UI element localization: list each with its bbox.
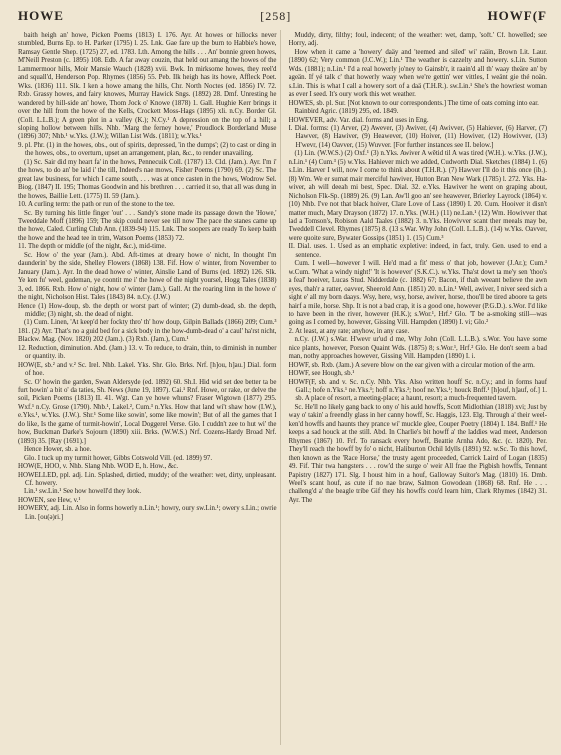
citation-paragraph: Cum. I well—however I will. He'd mad a fit' mess o' that job, however (J.Ar.); Cum.³ w.Cum. 'What a windy night!' 'It is however' (S.K.C.). w.Yks. Tha'st dowt ta me'y sen 'thoo's a feal' hoeiver, Lucas Stud. Nidderdale (c. 1882) 67; Bacon, if thah weeant believe the awn eyes, thah'r a ratter, oavver, Sheerold Ann. (1851) 20. n.Lin.¹ Well, awiver, I niver seed sich a sight e' all my born daays. Wsy, here, wsy, horse, awiver, horse, thou'll be tired aboore ta gets hairf a mile, horse. Shp. It is not a bad crap, it is a good one, however (P.G.D.). s.Wor. I'd like to have been in the river, however (H.K.); s.Wor.¹, Hrf.² Glo. 'T be a-smoking still—was going as I comed by, however, Gissing Vill. Hampden (1890) I. vi; Glo.² [288, 260, 547, 327]
citation-paragraph: Sc. By turning his little finger 'out' . . . Sandy's stone made its passage down the 'Howe,' Tweeddale Moff (1896) 159; The skip could never see till now The pace the stanes came up the howe, Caled. Curling Club Ann. (1839-94) 115. Lnk. The soopers are ready To keep baith the howe and the head tee in trim, Watson Poems (1853) 72. [18, 209, 277, 242]
citation-paragraph: Glo. I tuck up my turmit hower, Gibbs Cotswold Vill. (ed. 1899) 97. [24, 454, 213, 462]
citation-paragraph: (1) Sc. Sair did my heart fa' in the hows, Pennecuik Coll. (1787) 13. Cld. (Jam.). Ayr. I'm i' the hows, to do an' be laid i' the till, Indeed's nae mows, Fisher Poems (1790) 69. (2) Sc. The great law business, for which I came south, . . . was at once casten in the hows, Wodrow Sel. Biog. (1847) II. 195; Thomas Goodwin and his brethren . . . carried it so, that all was dung in the howes, Baillie Lett. (1775) II. 59 (Jam.). [18, 158, 277, 200]
citation-paragraph: Sc. How o' the year (Jam.). Abd. Aft-times at dreary howe o' nicht, In thought I'm daunderin' by the side, Shelley Flowers (1868) 138. Fif. How o' winter, from November to January (Jam.). Ayr. In the dead howe o' winter, Ainslie Land of Burns (ed. 1892) 126. Slk. Ye ken fu' weel, gudeman, ye coontit me i' the howe of the night yoursel, Hogg Tales (1838) 3, ed. 1866. Rxb. How o' night, how o' winter (Jam.). Gall. At the roaring linn in the howe o' the night, Nicholson Hist. Tales (1843) 84. n.Cy. (J.W.) [18, 251, 277, 302]
dictionary-entry: 9. pl. Phr. (1) in the howes, obs., out of spirits, depressed, 'in the dumps'; (2) to cast or ding in the howes, obs., to overturn, upset an arrangement, plan, &c., to render unavailing. [18, 141, 277, 158]
citation-paragraph: Hence Hower, sb. a hoe. [24, 446, 92, 454]
dictionary-entry: Hence (1) How-doup, sb. the depth or worst part of winter; (2) dumb-dead, sb. the depth, middle; (3) night, sb. the dead of night. [18, 302, 277, 318]
dictionary-entry: 10. A curling term: the path or run of the stone to the tee. [18, 201, 175, 209]
citation-paragraph: Sc. O' howin the garden, Swan Aldersyde (ed. 1892) 60. Sh.I. Hid wid set dee better ta be furt howin' a bit o' da taties, Sh. News (June 19, 1897). Cai.¹ Rnf. Howe, or rake, or delve the soil, Picken Poems (1813) II. 41. Wgt. Can ye howe whuns? Fraser Wigtown (1877) 295. Wxf.¹ n.Cy. Grose (1790). Nhb.¹, Lakel.², Cum.³ n.Yks. How that land wi't shaw how (I.W.), e.Yks.¹, w.Yks. (J.W.). Shr.¹ Some like sowin', some like mowin'; But of all the games that I do like, Is the game of turmit-howin', Local Doggerel Verse. Glo. I cuddn't zee to hut wi' the how, Buckman Darke's Sojourn (1890) xiii. Brks. (W.W.S.) Nrf. Cozens-Hardy Broad Nrf. (1893) 35. [Ray (1691).] [18, 378, 277, 445]
dictionary-entry: HOWF, see Hough, sb.¹ [288, 370, 355, 378]
citation-paragraph: (1) Lin. (W.W.S.) (2) Oxf.¹ (3) n.Yks. Awiver A wêtid til A was tired (W.H.). w.Yks. (J.W.), n.Lin.¹ (4) Cum.³ (5) w.Yks. Hahiever mich we added, Cudworth Dial. Sketches (1884) 1. (6) s.Lin. Harver I will, now I come to think about (T.H.R.). (7) Hawver I'll do it this once (ib.). (8) Wm. We er sumat mair merciful hawiver, Hutton Bran New Wark (1785) l. 272. Yks. Ha-wiver, ah will deeah mi best, Spec. Dial. 32. e.Yks. Hawiver he went on graping about, Nicholson Flk-Sp. (1889) 26. (9) Lan. Aw'll goo an' see heawever, Brierley Layrock (1864) v. (10) Nhb. I've not that black hoiver, Clare Love of Lass (1890) I. 20. Cum. Hooiver it disn't matter much, Mary Drayson (1872) 17. n.Yks. (W.H.) (11) ne.Lan.¹ (12) Wm. Howivver that lad a Tomson's, Robison Aald Taales (1882) 3. n.Yks. Howivver scant ther meeals may be, Tweddell Clevel. Rhymes (1875) 8. (13 s.War. Why John (Coll. L.L.B.). (14) w.Yks. Oavver, were quoite sure, Bywater Gossips (1851) 1. (15) Cum.³ [288, 150, 547, 242]
header-left-word: HOWE [18, 8, 64, 23]
citation-paragraph: Rainbird Agric. (1819) 295, ed. 1849. [294, 108, 399, 116]
dictionary-entry: HOWES, sb. pl. Sur. [Not known to our correspondents.] The time of oats coming into ear. [288, 99, 539, 107]
dictionary-entry: II. Dial. uses. 1. Used as an emphatic expletive: indeed, in fact, truly. Gen. used to end a sentence. [288, 243, 547, 259]
citation-paragraph: n.Cy. (J.W.) s.War. H'wevr ur'ud d me, Why John (Coll. L.L.B.). s.Wor. You have some nice plants, however, Porson Quaint Wds. (1875) 8; s.Wor.¹, Hrf.² Glo. He don't seem a bad man, nothy approaches however, Gissing Vill. Hampden (1890) I. i. [288, 336, 547, 361]
running-header [18, 8, 547, 28]
dictionary-entry: 12. Reduction, diminution. Abd. (Jam.) 13. v. To reduce, to drain, thin, to diminish in number or quantity. ib. [18, 344, 277, 361]
citation-paragraph: How when it came a 'howery' daäy and 'teemed and siled' wi' raäin, Brown Lit. Laur. (1890) 62; Very common (J.C.W.); Lin.¹ The weather is cazzelty and howery. s.Lin. Sutton Wds. (1881); n.Lin.¹ I'd a real howerly jo'ney to Gainsb'r, it raain'd all th' waay theäre an' by ageän. If yé talk c' that howerly waay when we're gettin' wer vittles, I weänt gie thé noän. s.Lin. This is what I call a howery sort of a daä (T.H.R.). sw.Lin.¹ She's the howriest woman as ever I seed. It's oury work this wet weather. [288, 48, 547, 99]
citation-paragraph: Sc. He'll no likely gang back to ony o' his auld howffs, Scott Midlothian (1818) xvi; Just by way o' takin' a freendly glass in her canny howff, Sc. Haggis, 123. Elg. Through a' their weel-ken'd howffs and haunts they prance wi' muckle glee, Couper Poetry (1804) I. 184. Bnff.¹ He keeps a sad houck at the still. Abd. In Charlie's bit howff a' the laddies wad meet, Anderson Rhymes (1867) 10. Frf. To ransack every howff, Beattie Arnha Ado, &c. (c. 1820). Per. They'll reach the howff by fo' o nicht, Haliburton Ochil Idylls (1891) 92. w.Sc. To this howf, then known as the 'Race Horse,' the trusty agent proceeded, Carrick Laird of Logan (1835) 49. Fif. Thir twa hangsters . . . row'd the surge o' weir All frae the Pigbish howffs, Tennant Papistry (1827) 171. Slg. I houst him in a houf, Galloway Suitor's Mag. (1810) 16. Dmb. Weel's scant houf, as cute if no nae braw, Salmon Gowodean (1868) 68. Rnf. He . . . challeng'd a' the beagle tribe Gif they his howffs cou'd learn him, Clark Rhymes (1842) 31. Ayr. The [288, 403, 547, 504]
dictionary-entry: HOWEVER, adv. Var. dial. forms and uses in Eng. [288, 116, 429, 124]
dictionary-entry: HOWEN, see Hew, v.¹ [18, 496, 81, 504]
dictionary-entry: HOWF(F, sb. and v. Sc. n.Cy. Nhb. Yks. Also written houff Sc. n.Cy.; and in forms hauf Gall.; hofe n.Yks.¹ ne.Yks.¹; hoff n.Yks.²; hoof ne.Yks.¹; houck Bnff.¹ [h]ouf, h]auf, of.] 1. sb. A place of resort, a meeting-place; a haunt, resort; a much-frequented tavern. [288, 378, 547, 403]
dictionary-entry: HOWELLED, ppl. adj. Lin. Splashed, dirtied, muddy; of the weather: wet, dirty, unpleasant. Cf. howery. [18, 471, 277, 488]
dictionary-entry: 11. The depth or middle (of the night, &c.), mid-time. [18, 243, 167, 251]
right-column [289, 32, 548, 750]
header-right-word: HOWF(F [487, 8, 547, 23]
dictionary-entry: HOW(E, sb.² and v.² Sc. Irel. Nhb. Lakel. Yks. Shr. Glo. Brks. Nrf. [h]ou, h]au.] Dial. form of hoe. [18, 361, 277, 378]
page-number: [258] [260, 9, 292, 23]
citation-paragraph: Muddy, dirty, filthy; foul, indecent; of the weather: wet, damp, 'soft.' Cf. howelled; see Horry, adj. [288, 32, 547, 48]
dictionary-entry: HOW(E, HOO, v. Nhb. Slang Nhb. WOD E, h. How., &c. [18, 463, 179, 471]
citation-paragraph: (1) Cum. Linen, 'At keep'd her fockty thro' th' how doup, Gilpin Ballads (1866) 209; Cum.³ 181. (2) Ayr. That's no a guid bed for a sick body in the how-dumb-dead o' a caul' ha'rst nicht, Blackw. Mag. (Nov. 1820) 202 (Jam.). (3) Rxb. (Jam.), Cum.¹ [18, 319, 277, 344]
citation-paragraph: baith heigh an' howe, Picken Poems (1813) I. 176. Ayr. At howes or hillocks never stumbled, Burns Ep. to H. Parker (1795) l. 25. Lnk. Gae fare up the burn to Habbie's howe, Ramsay Gentle Shep. (1725) 27, ed. 1783. Lth. Among the hills . . . An' bonnie green howes, M'Neill Preston (c. 1895) 108. Edb. A far away couzin, that held out amang the howes of the Lammermoor hills, Moir Mansie Wauch (1828) xvii. Bwk. In mirksome howes, they reel'd and squall'd, Henderson Pop. Rhymes (1856) 55. Peb. Ilk heigh has its howe, Affleck Poet. Wks. (1836) 111. Slk. I ken a howe amang the hills, Chr. North Noctes (ed. 1856) IV. 72. Rxb. Grassy howes, and fairy knowes, Murray Hawick Sngs. (1892) 28. Dmf. Unresting he wandered by hill-side an' howe, Thom Jock o' Knowe (1878) 1. Gall. Hughie Kerr brings it over the hill from the howe of the Kells, Crockett Moss-Hags (1895) xli. n.Cy. Border Gl. (Coll. L.L.B.); A green plot in a valley (K.); N.Cy.¹ A depression on the top of a hill; a sloping hollow between hills. Nhb. 'Marg the ferney howe,' Proudlock Borderland Muse (1896) 307; Nhb.¹ w.Yks. (J.W.); Willan List Wds. (1811); w.Yks.¹ [18, 32, 277, 141]
dictionary-entry: 2. At least, at any rate; anyhow, in any case. [288, 327, 410, 335]
text-columns [18, 32, 547, 750]
dictionary-entry: I. Dial. forms: (1) Arver, (2) Awever, (3) Awiver, (4) Awivver, (5) Hahiever, (6) Harver, (7) Hawver, (8) Hawiver, (9) Heawever, (10) Hoiver, (11) Howiver, (12) Howivver, (13) H'wevr, (14) Oavver, (15) Wuvver. [For further instances see II. below.] [288, 124, 547, 149]
left-column [18, 32, 277, 750]
dictionary-entry: HOWERY, adj. Lin. Also in forms howerly n.Lin.¹; howry, oury sw.Lin.¹; owery s.Lin.; owrie Lin. [ou(ə)ri.] [18, 505, 277, 521]
citation-paragraph: Lin.¹ sw.Lin.¹ See how howell'd they look. [24, 488, 142, 496]
column-divider [280, 30, 281, 745]
dictionary-entry: HOWF, sb. Rxb. (Jam.) A severe blow on the ear given with a circular motion of the arm. [288, 361, 535, 369]
